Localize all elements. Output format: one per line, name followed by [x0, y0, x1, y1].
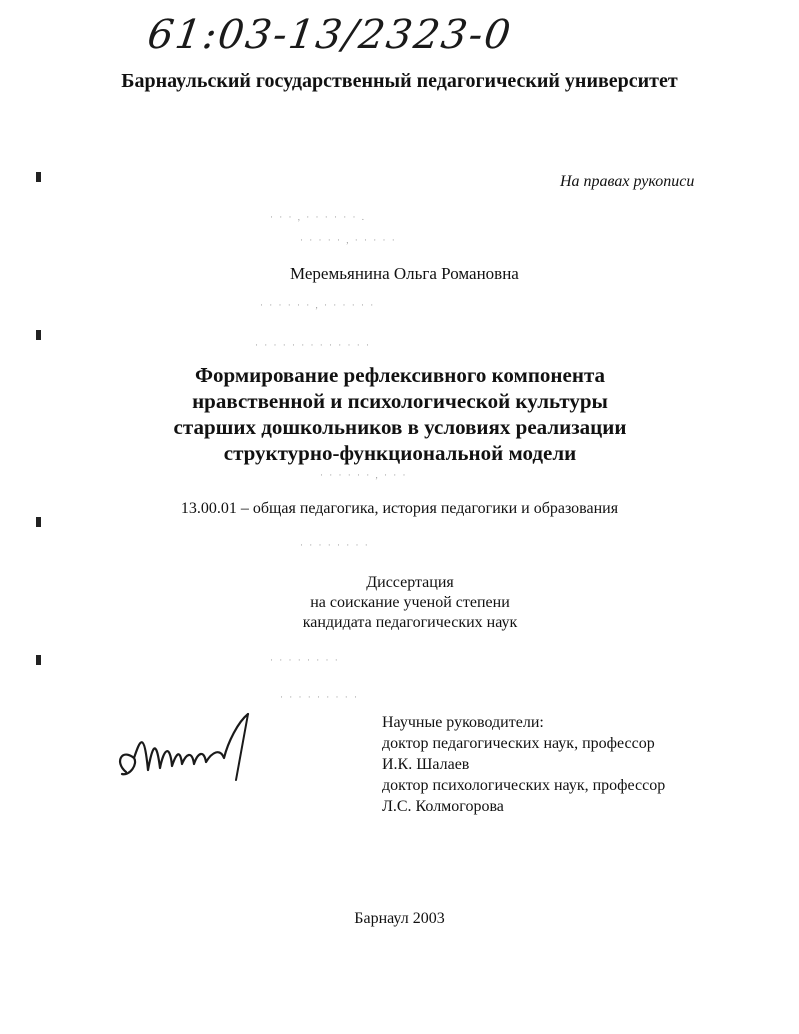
supervisor-title: доктор психологических наук, профессор: [382, 777, 666, 794]
city-and-year: Барнаул 2003: [354, 910, 445, 927]
degree-line: кандидата педагогических наук: [302, 614, 518, 631]
title-line: старших дошкольников в условиях реализации: [173, 415, 627, 439]
supervisors-heading: Научные руководители:: [382, 714, 544, 731]
title-line: нравственной и психологической культуры: [192, 389, 608, 413]
scan-margin-mark: [36, 655, 41, 665]
scan-margin-mark: [36, 517, 41, 527]
author-name: Меремьянина Ольга Романовна: [290, 264, 519, 283]
title-line: Формирование рефлексивного компонента: [194, 363, 606, 387]
specialty-code: 13.00.01 – общая педагогика, история педагогики и образования: [180, 500, 619, 517]
scan-noise: · · · , · · · · · · .: [270, 212, 366, 222]
scan-margin-mark: [36, 330, 41, 340]
degree-statement: [250, 573, 570, 633]
scan-noise: · · · · · · , · · · · · ·: [260, 300, 376, 310]
manuscript-rights-note: На правах рукописи: [560, 173, 695, 190]
scan-noise: · · · · · , · · · · ·: [300, 235, 397, 245]
degree-line: Диссертация: [366, 574, 454, 591]
scan-noise: · · · · · · , · · ·: [320, 470, 408, 480]
scan-noise: · · · · · · · ·: [270, 655, 340, 665]
author-signature: [108, 700, 268, 800]
scientific-supervisors: [382, 712, 665, 817]
university-name: Барнаульский государственный педагогический университет: [121, 70, 678, 92]
archive-code-handwritten: 61:03-13/2323-0: [144, 12, 516, 58]
degree-line: на соискание ученой степени: [310, 594, 510, 611]
scan-noise: · · · · · · · ·: [300, 540, 370, 550]
scan-margin-mark: [36, 172, 41, 182]
title-line: структурно-функциональной модели: [223, 441, 577, 465]
scan-noise: · · · · · · · · ·: [280, 692, 359, 702]
supervisor-name: И.К. Шалаев: [382, 756, 470, 773]
dissertation-title: [80, 362, 720, 466]
scan-noise: · · · · · · · · · · · · ·: [255, 340, 371, 350]
supervisor-name: Л.С. Колмогорова: [382, 798, 504, 815]
supervisor-title: доктор педагогических наук, профессор: [382, 735, 655, 752]
